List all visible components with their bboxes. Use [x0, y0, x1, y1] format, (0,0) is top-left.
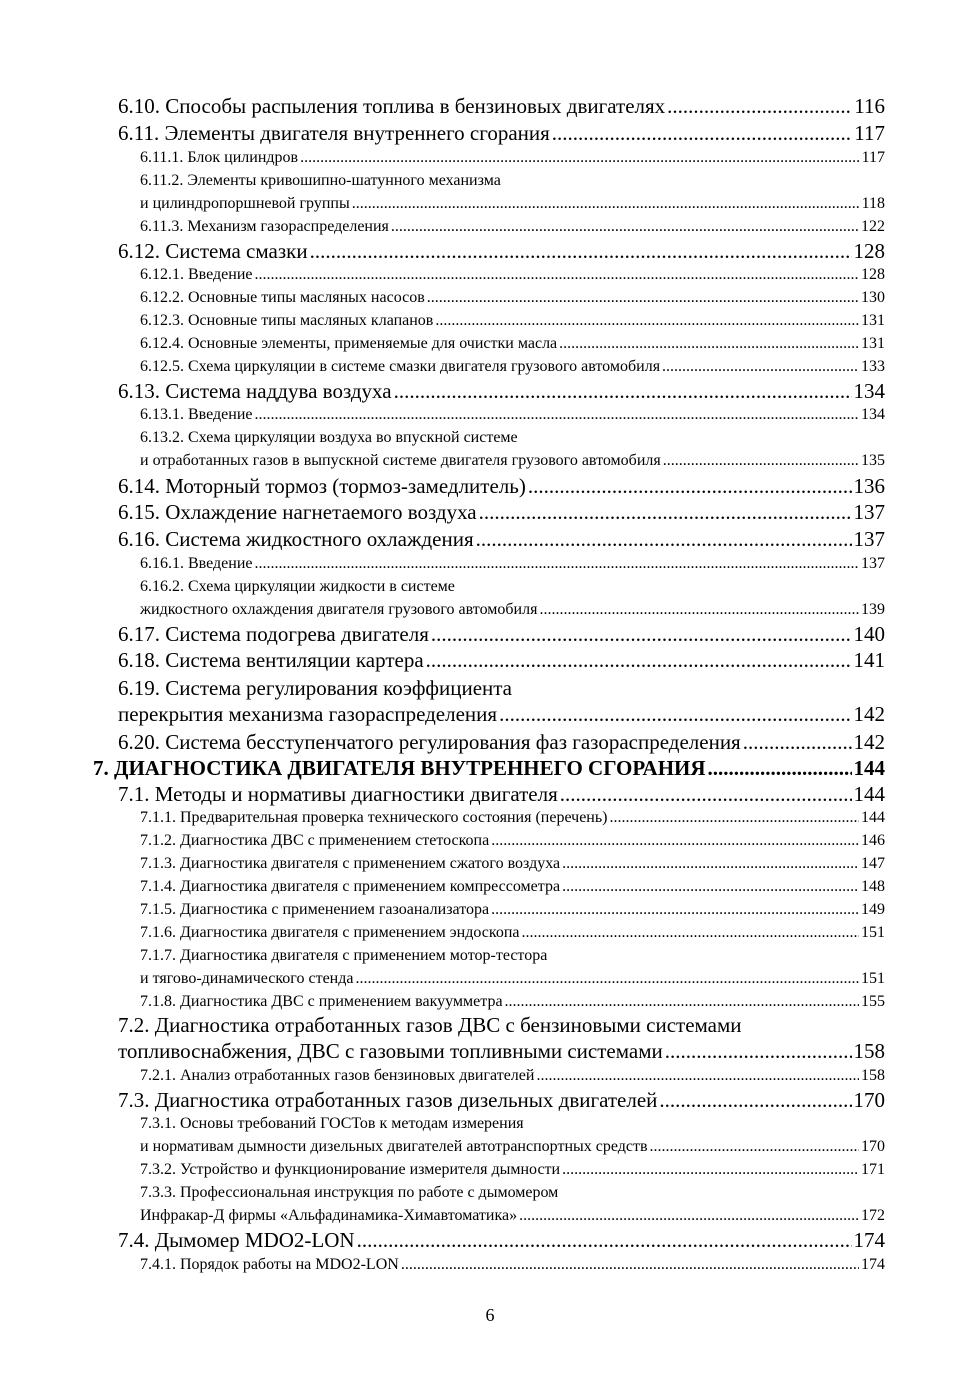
toc-entry-title: 6.11.1. Блок цилиндров — [140, 149, 299, 166]
toc-entry-title: 7.3. Диагностика отработанных газов дизельных двигателей — [118, 1088, 658, 1112]
toc-dot-leader — [352, 195, 860, 213]
toc-page-number: 151 — [861, 970, 885, 987]
toc-page-number: 144 — [853, 782, 885, 806]
toc-dot-leader — [491, 901, 859, 919]
toc-entry-title: 6.17. Система подогрева двигателя — [118, 622, 429, 646]
toc-dot-leader — [427, 289, 859, 307]
toc-entry-title: 7.1.4. Диагностика двигателя с применением компрессометра — [140, 878, 561, 895]
toc-dot-leader — [435, 312, 859, 330]
toc-subsection[interactable] — [140, 1256, 885, 1274]
toc-dot-leader — [431, 622, 852, 647]
toc-page-number: 140 — [853, 622, 885, 646]
toc-entry-title: и отработанных газов в выпускной системе двигателя грузового автомобиля — [140, 452, 661, 469]
toc-dot-leader — [499, 702, 851, 727]
toc-section[interactable] — [118, 1039, 885, 1064]
toc-dot-leader — [401, 1256, 859, 1274]
toc-dot-leader — [491, 832, 859, 850]
toc-subsection[interactable] — [140, 1115, 885, 1133]
toc-section[interactable] — [118, 121, 885, 146]
toc-dot-leader — [743, 730, 852, 755]
toc-dot-leader — [476, 527, 852, 552]
toc-entry-title: 7.1.5. Диагностика с применением газоанализатора — [140, 901, 490, 918]
toc-subsection[interactable] — [140, 578, 885, 596]
toc-page-number: 133 — [861, 358, 885, 375]
toc-dot-leader — [562, 878, 859, 896]
toc-page-number: 144 — [861, 809, 885, 826]
toc-dot-leader — [255, 406, 860, 424]
toc-page-number: 151 — [861, 924, 885, 941]
toc-subsection[interactable] — [140, 358, 885, 376]
toc-entry-title: перекрытия механизма газораспределения — [118, 702, 498, 726]
toc-dot-leader — [355, 970, 859, 988]
toc-entry-title: 6.13.1. Введение — [140, 406, 253, 423]
page-number: 6 — [485, 1305, 495, 1325]
toc-subsection[interactable] — [140, 601, 885, 619]
toc-entry-title: 6.12.3. Основные типы масляных клапанов — [140, 312, 434, 329]
toc-subsection[interactable] — [140, 1067, 885, 1085]
toc-page-number: 142 — [853, 702, 885, 726]
toc-section[interactable] — [118, 676, 885, 701]
toc-subsection[interactable] — [140, 335, 885, 353]
toc-entry-title: 6.12. Система смазки — [118, 239, 308, 263]
toc-page-number: 172 — [861, 1207, 885, 1224]
toc-page-number: 128 — [861, 266, 885, 283]
toc-dot-leader — [357, 1228, 852, 1253]
toc-section[interactable] — [118, 527, 885, 552]
toc-subsection[interactable] — [140, 429, 885, 447]
toc-dot-leader — [255, 266, 860, 284]
toc-subsection[interactable] — [140, 555, 885, 573]
toc-page-number: 118 — [861, 195, 885, 212]
toc-dot-leader — [609, 809, 859, 827]
toc-page-number: 131 — [861, 335, 885, 352]
toc-subsection[interactable] — [140, 832, 885, 850]
toc-dot-leader — [391, 218, 859, 236]
toc-subsection[interactable] — [140, 878, 885, 896]
toc-page-number: 158 — [853, 1039, 885, 1063]
toc-section[interactable] — [118, 1228, 885, 1253]
toc-section[interactable] — [118, 474, 885, 499]
toc-subsection[interactable] — [140, 901, 885, 919]
toc-page-number: 141 — [853, 648, 885, 672]
toc-dot-leader — [662, 358, 859, 376]
toc-dot-leader — [562, 855, 859, 873]
toc-dot-leader — [708, 756, 852, 781]
toc-page-number: 122 — [861, 218, 885, 235]
toc-dot-leader — [536, 1067, 859, 1085]
toc-page-number: 144 — [853, 756, 885, 780]
toc-page-number: 137 — [861, 555, 885, 572]
toc-subsection[interactable] — [140, 947, 885, 965]
toc-section[interactable] — [118, 1013, 885, 1038]
toc-page-number: 149 — [861, 901, 885, 918]
toc-entry-title: 6.20. Система бесступенчатого регулирования фаз газораспределения — [118, 730, 741, 754]
toc-entry-title: 6.11. Элементы двигателя внутреннего сгорания — [118, 121, 550, 145]
toc-entry-title: 7.1.7. Диагностика двигателя с применением мотор-тестора — [140, 947, 548, 964]
toc-subsection[interactable] — [140, 266, 885, 284]
toc-entry-title: 6.19. Система регулирования коэффициента — [118, 676, 513, 700]
toc-page-number: 148 — [861, 878, 885, 895]
toc-page-number: 130 — [861, 289, 885, 306]
toc-entry-title: 6.16. Система жидкостного охлаждения — [118, 527, 474, 551]
toc-page-number: 131 — [861, 312, 885, 329]
toc-dot-leader — [426, 648, 852, 673]
toc-page-number: 170 — [861, 1138, 885, 1155]
toc-page-number: 128 — [853, 239, 885, 263]
toc-page-number: 134 — [861, 406, 885, 423]
toc-page-number: 137 — [853, 527, 885, 551]
toc-page-number: 174 — [853, 1228, 885, 1252]
toc-entry-title: 6.10. Способы распыления топлива в бензиновых двигателях — [118, 94, 666, 118]
toc-dot-leader — [519, 1207, 859, 1225]
toc-page-number: 139 — [861, 601, 885, 618]
toc-dot-leader — [667, 94, 852, 119]
toc-subsection[interactable] — [140, 406, 885, 424]
toc-page-number: 116 — [854, 94, 885, 118]
toc-entry-title: и цилиндропоршневой группы — [140, 195, 350, 212]
toc-dot-leader — [528, 474, 852, 499]
toc-dot-leader — [552, 121, 852, 146]
toc-entry-title: 6.12.4. Основные элементы, применяемые для очистки масла — [140, 335, 558, 352]
toc-section[interactable] — [118, 1088, 885, 1113]
toc-subsection[interactable] — [140, 1138, 885, 1156]
toc-page-number: 146 — [861, 832, 885, 849]
toc-dot-leader — [539, 601, 859, 619]
toc-subsection[interactable] — [140, 1207, 885, 1225]
toc-entry-title: и нормативам дымности дизельных двигателей автотранспортных средств — [140, 1138, 648, 1155]
toc-dot-leader — [255, 555, 860, 573]
toc-entry-title: 7.3.3. Профессиональная инструкция по работе с дымомером — [140, 1184, 559, 1201]
toc-entry-title: 7.4. Дымомер MDO2-LON — [118, 1228, 355, 1252]
toc-section[interactable] — [118, 500, 885, 525]
toc-subsection[interactable] — [140, 855, 885, 873]
toc-entry-title: 6.16.1. Введение — [140, 555, 253, 572]
toc-entry-title: и тягово-динамического стенда — [140, 970, 354, 987]
toc-dot-leader — [663, 452, 859, 470]
toc-entry-title: жидкостного охлаждения двигателя грузового автомобиля — [140, 601, 538, 618]
toc-entry-title: 6.11.2. Элементы кривошипно-шатунного механизма — [140, 172, 501, 189]
toc-section[interactable] — [118, 782, 885, 807]
toc-dot-leader — [394, 379, 852, 404]
toc-page-number: 137 — [853, 500, 885, 524]
toc-subsection[interactable] — [140, 289, 885, 307]
toc-entry-title: 6.13. Система наддува воздуха — [118, 379, 392, 403]
toc-subsection[interactable] — [140, 172, 885, 190]
toc-entry-title: 7.2.1. Анализ отработанных газов бензиновых двигателей — [140, 1067, 535, 1084]
toc-dot-leader — [562, 1161, 859, 1179]
toc-entry-title: 7.1.2. Диагностика ДВС с применением стетоскопа — [140, 832, 490, 849]
toc-entry-title: Инфракар-Д фирмы «Альфадинамика-Химавтоматика» — [140, 1207, 518, 1224]
toc-entry-title: 6.16.2. Схема циркуляции жидкости в системе — [140, 578, 455, 595]
toc-entry-title: 7.3.1. Основы требований ГОСТов к методам измерения — [140, 1115, 524, 1132]
toc-section[interactable] — [118, 622, 885, 647]
toc-subsection[interactable] — [140, 1184, 885, 1202]
toc-page-number: 135 — [861, 452, 885, 469]
toc-page-number: 171 — [861, 1161, 885, 1178]
toc-subsection[interactable] — [140, 809, 885, 827]
toc-dot-leader — [479, 500, 852, 525]
toc-entry-title: 7.3.2. Устройство и функционирование измерителя дымности — [140, 1161, 561, 1178]
toc-page-number: 170 — [853, 1088, 885, 1112]
toc-subsection[interactable] — [140, 149, 885, 167]
toc-dot-leader — [522, 924, 860, 942]
toc-page-number: 147 — [861, 855, 885, 872]
toc-page-number: 136 — [853, 474, 885, 498]
toc-dot-leader — [665, 1039, 852, 1064]
toc-entry-title: 7.1.1. Предварительная проверка технического состояния (перечень) — [140, 809, 608, 826]
toc-chapter[interactable] — [93, 756, 885, 781]
toc-page-number: 174 — [861, 1256, 885, 1273]
toc-page-number: 134 — [853, 379, 885, 403]
toc-page-number: 142 — [853, 730, 885, 754]
toc-entry-title: 7.2. Диагностика отработанных газов ДВС с бензиновыми системами — [118, 1013, 742, 1037]
toc-section[interactable] — [118, 379, 885, 404]
toc-entry-title: 7.1. Методы и нормативы диагностики двигателя — [118, 782, 558, 806]
toc-page-number: 117 — [854, 121, 885, 145]
toc-dot-leader — [650, 1138, 859, 1156]
toc-entry-title: 6.15. Охлаждение нагнетаемого воздуха — [118, 500, 477, 524]
toc-subsection[interactable] — [140, 993, 885, 1011]
toc-subsection[interactable] — [140, 195, 885, 213]
toc-entry-title: 6.12.2. Основные типы масляных насосов — [140, 289, 425, 306]
toc-entry-title: топливоснабжения, ДВС с газовыми топливными системами — [118, 1039, 663, 1063]
toc-entry-title: 6.12.1. Введение — [140, 266, 253, 283]
toc-entry-title: 6.18. Система вентиляции картера — [118, 648, 424, 672]
toc-section[interactable] — [118, 702, 885, 727]
toc-subsection[interactable] — [140, 452, 885, 470]
toc-section[interactable] — [118, 94, 885, 119]
toc-section[interactable] — [118, 648, 885, 673]
toc-entry-title: 6.11.3. Механизм газораспределения — [140, 218, 389, 235]
toc-section[interactable] — [118, 239, 885, 264]
toc-subsection[interactable] — [140, 218, 885, 236]
toc-dot-leader — [559, 335, 859, 353]
toc-page-number: 155 — [861, 993, 885, 1010]
toc-page-number: 117 — [861, 149, 885, 166]
toc-dot-leader — [560, 782, 852, 807]
toc-entry-title: 6.14. Моторный тормоз (тормоз-замедлитель) — [118, 474, 526, 498]
toc-dot-leader — [310, 239, 852, 264]
toc-entry-title: 7.1.8. Диагностика ДВС с применением вакуумметра — [140, 993, 503, 1010]
toc-entry-title: 7.1.6. Диагностика двигателя с применением эндоскопа — [140, 924, 520, 941]
toc-subsection[interactable] — [140, 1161, 885, 1179]
toc-subsection[interactable] — [140, 970, 885, 988]
toc-page-number: 158 — [861, 1067, 885, 1084]
toc-dot-leader — [300, 149, 860, 167]
toc-entry-title: 6.13.2. Схема циркуляции воздуха во впускной системе — [140, 429, 518, 446]
toc-subsection[interactable] — [140, 924, 885, 942]
toc-dot-leader — [659, 1088, 851, 1113]
toc-section[interactable] — [118, 730, 885, 755]
toc-entry-title: 7.4.1. Порядок работы на MDO2-LON — [140, 1256, 399, 1273]
toc-entry-title: 7. ДИАГНОСТИКА ДВИГАТЕЛЯ ВНУТРЕННЕГО СГОРАНИЯ — [93, 756, 706, 780]
toc-entry-title: 6.12.5. Схема циркуляции в системе смазки двигателя грузового автомобиля — [140, 358, 661, 375]
toc-subsection[interactable] — [140, 312, 885, 330]
toc-dot-leader — [505, 993, 859, 1011]
toc-entry-title: 7.1.3. Диагностика двигателя с применением сжатого воздуха — [140, 855, 561, 872]
